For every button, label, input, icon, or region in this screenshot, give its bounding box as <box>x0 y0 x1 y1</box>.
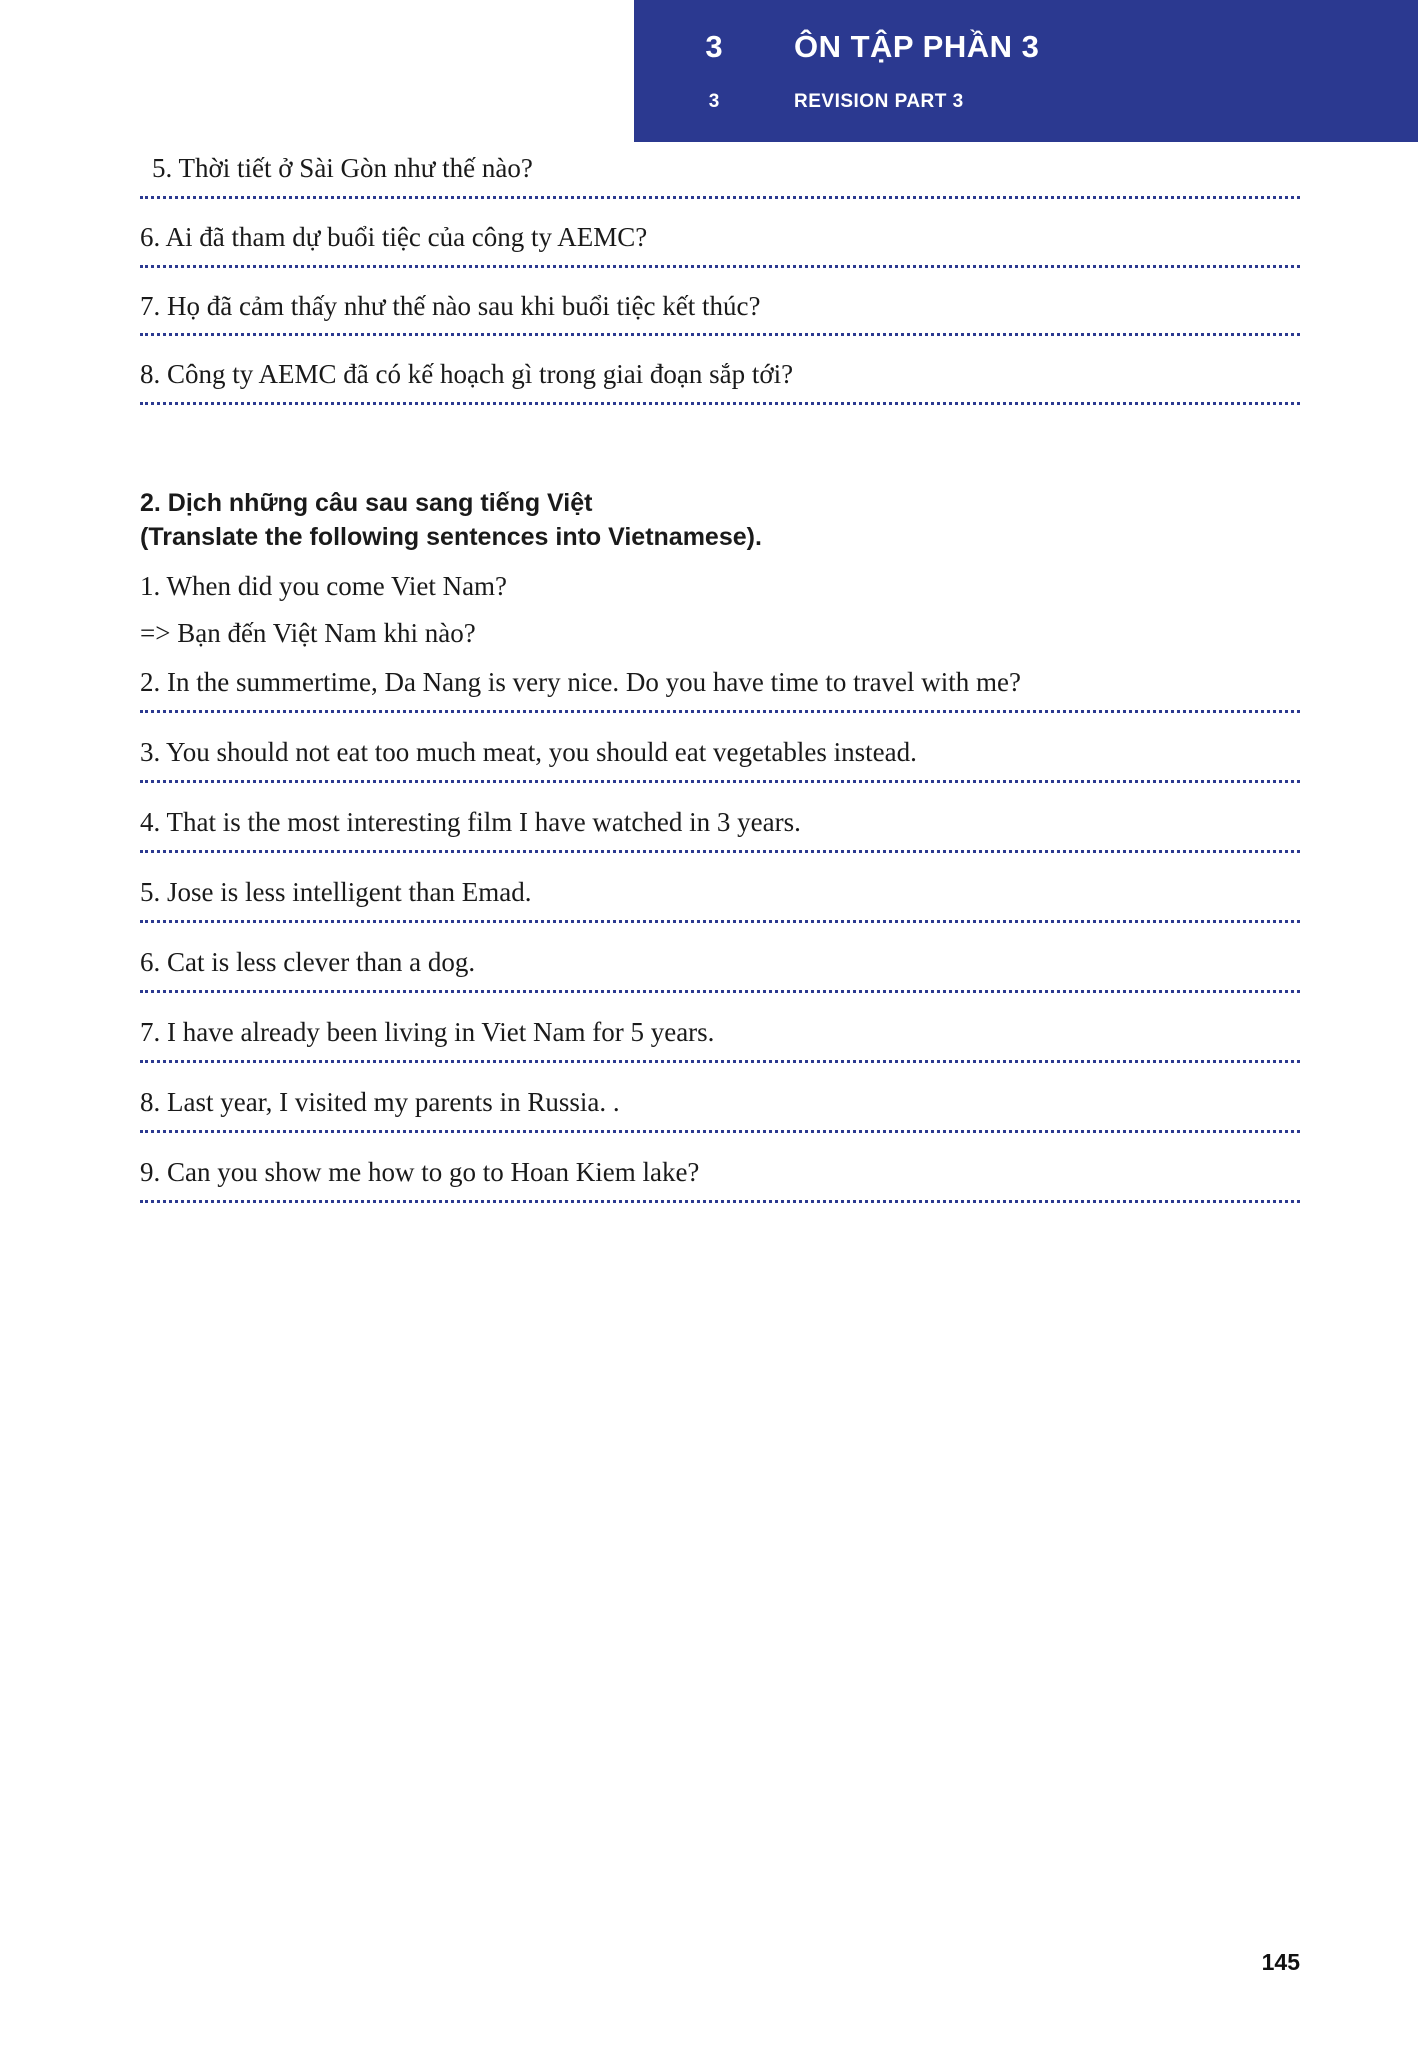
header-row-english <box>634 71 1418 142</box>
list-item: 6. Cat is less clever than a dog. <box>140 947 476 978</box>
answer-dotted-line[interactable] <box>140 265 1300 268</box>
list-item: 1. When did you come Viet Nam? <box>140 570 508 601</box>
answer-dotted-line[interactable] <box>140 1060 1300 1063</box>
answer-dotted-line[interactable] <box>140 780 1300 783</box>
list-item: 2. In the summertime, Da Nang is very nice. Do you have time to travel with me? <box>140 666 1022 697</box>
answer-dotted-line[interactable] <box>140 850 1300 853</box>
header-title-english: REVISION PART 3 <box>794 90 964 112</box>
answer-dotted-line[interactable] <box>140 333 1300 336</box>
answer-dotted-line[interactable] <box>140 1130 1300 1133</box>
section-spacer <box>140 427 1300 487</box>
chapter-number-bottom: 3 <box>708 90 720 112</box>
list-item: 3. You should not eat too much meat, you should eat vegetables instead. <box>140 736 917 767</box>
exercise-2-heading <box>140 487 1300 555</box>
answer-dotted-line[interactable] <box>140 402 1300 405</box>
exercise-1-question-block <box>140 152 1300 405</box>
answer-dotted-line[interactable] <box>140 990 1300 993</box>
answer-dotted-line[interactable] <box>140 920 1300 923</box>
list-item: 9. Can you show me how to go to Hoan Kiem lake? <box>140 1157 700 1188</box>
page-content <box>140 152 1300 1225</box>
list-item: 5. Jose is less intelligent than Emad. <box>140 876 532 907</box>
list-item: 8. Last year, I visited my parents in Russia. . <box>140 1087 620 1118</box>
chapter-number-top: 3 <box>705 28 723 64</box>
question-item: 6. Ai đã tham dự buổi tiệc của công ty AEMC? <box>140 221 648 252</box>
question-item: 7. Họ đã cảm thấy như thế nào sau khi buổi tiệc kết thúc? <box>140 290 761 321</box>
chapter-header-banner <box>634 0 1418 142</box>
list-item: 4. That is the most interesting film I have watched in 3 years. <box>140 806 801 837</box>
answer-dotted-line[interactable] <box>140 196 1300 199</box>
answer-dotted-line[interactable] <box>140 710 1300 713</box>
list-item: 7. I have already been living in Viet Nam for 5 years. <box>140 1017 715 1048</box>
question-item: 5. Thời tiết ở Sài Gòn như thế nào? <box>152 153 533 183</box>
question-item: 8. Công ty AEMC đã có kế hoạch gì trong giai đoạn sắp tới? <box>140 359 794 390</box>
exercise-2-title-english: (Translate the following sentences into Vietnamese). <box>140 522 762 551</box>
exercise-2-title-vietnamese: 2. Dịch những câu sau sang tiếng Việt <box>140 489 593 517</box>
page-number: 145 <box>1261 1949 1300 1975</box>
header-row-vietnamese <box>634 0 1418 71</box>
answer-dotted-line[interactable] <box>140 1200 1300 1203</box>
header-title-vietnamese: ÔN TẬP PHẦN 3 <box>794 28 1040 64</box>
sample-answer: => Bạn đến Việt Nam khi nào? <box>140 617 476 648</box>
exercise-2-block <box>140 487 1300 1203</box>
